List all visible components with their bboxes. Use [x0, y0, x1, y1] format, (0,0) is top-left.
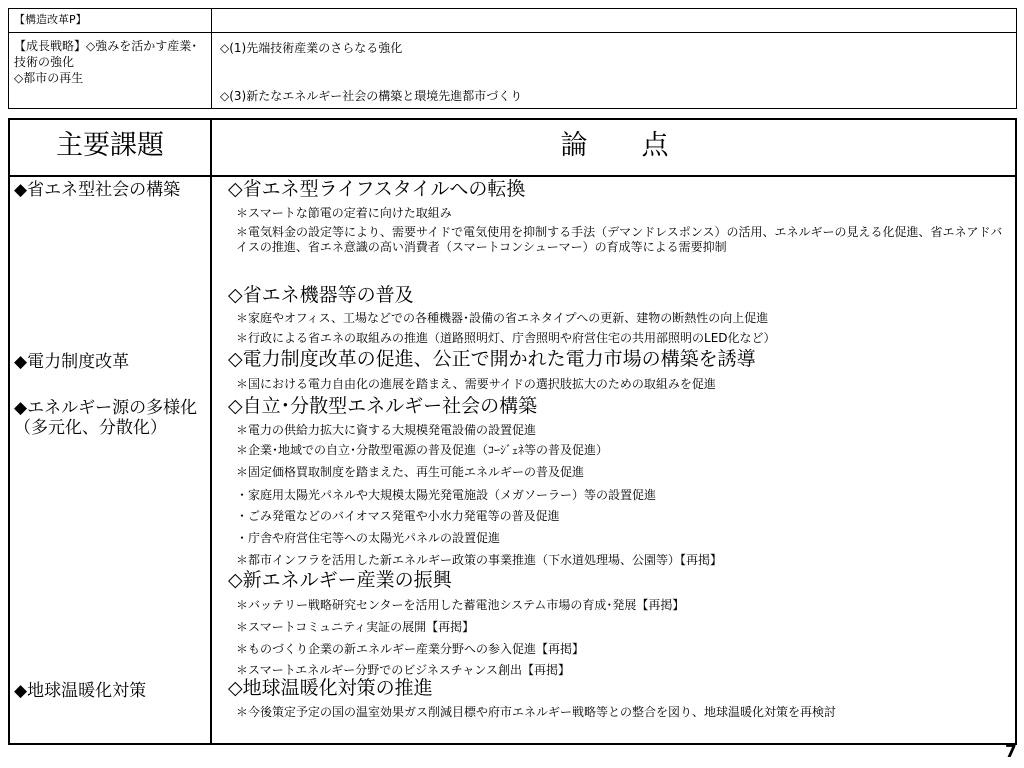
top-row1-left: 【構造改革P】	[14, 13, 87, 26]
page-number: 7	[1005, 742, 1017, 762]
bullet-equipment-update: ＊家庭やオフィス、工場などでの各種機器･設備の省エネタイプへの更新、建物の断熱性の向上促進	[236, 311, 769, 325]
bullet-reexamine: ＊今後策定予定の国の温室効果ガス削減目標や府市エネルギー戦略等との整合を図り、地球温暖化対策を再検討	[236, 705, 837, 719]
city-regeneration-text: ◇都市の再生	[14, 71, 84, 85]
bullet-business-chance: ＊スマートエネルギー分野でのビジネスチャンス創出【再掲】	[236, 663, 570, 677]
bullet-cogeneration: ＊企業･地域での自立･分散型電源の普及促進（ｺｰｼﾞｪﾈ等の普及促進）	[236, 443, 609, 457]
header-divider	[8, 175, 1017, 177]
bullet-demand-response: ＊電気料金の設定等により、需要サイドで電気使用を抑制する手法（デマンドレスポンス）の活用、エネルギーの見える化促進、省エネアドバイスの推進、省エネ意識の高い消費者（スマートコンシューマー）の育成等による需要抑制	[236, 225, 1003, 254]
bullet-urban-infra: ＊都市インフラを活用した新エネルギー政策の事業推進（下水道処理場、公園等）【再掲】	[236, 553, 723, 567]
issue-power-system-reform: ◆電力制度改革	[14, 352, 130, 372]
top-row2-left	[14, 38, 204, 86]
advanced-industry-text: ◇(1)先端技術産業のさらなる強化	[220, 41, 403, 55]
issue-energy-saving-society: ◆省エネ型社会の構築	[14, 180, 181, 200]
bullet-solar: ・家庭用太陽光パネルや大規模太陽光発電施設（メガソーラー）等の設置促進	[236, 488, 657, 502]
header-main-issues: 主要課題	[56, 130, 164, 161]
issue-energy-diversification: ◆エネルギー源の多様化（多元化、分散化）	[14, 398, 198, 438]
new-energy-society-text: ◇(3)新たなエネルギー社会の構築と環境先進都市づくり	[220, 89, 523, 103]
bullet-large-plant: ＊電力の供給力拡大に資する大規模発電設備の設置促進	[236, 423, 537, 437]
section-global-warming: ◇地球温暖化対策の推進	[228, 677, 433, 699]
bullet-liberalization: ＊国における電力自由化の進展を踏まえ、需要サイドの選択肢拡大のための取組みを促進	[236, 377, 716, 391]
bullet-smart-community: ＊スマートコミュニティ実証の展開【再掲】	[236, 620, 475, 634]
bullet-led: ＊行政による省エネの取組みの推進（道路照明灯、庁舎照明や府営住宅の共用部照明のLED化など）	[236, 331, 776, 345]
bullet-biomass: ・ごみ発電などのバイオマス発電や小水力発電等の普及促進	[236, 509, 560, 523]
header-discussion-points: 論 点	[560, 130, 669, 161]
section-equipment: ◇省エネ機器等の普及	[228, 284, 414, 306]
bullet-fit: ＊固定価格買取制度を踏まえた、再生可能エネルギーの普及促進	[236, 465, 585, 479]
section-new-energy-industry: ◇新エネルギー産業の振興	[228, 569, 452, 591]
issue-global-warming: ◆地球温暖化対策	[14, 681, 147, 701]
bullet-manufacturing: ＊ものづくり企業の新エネルギー産業分野への参入促進【再掲】	[236, 642, 585, 656]
growth-strategy-text: 【成長戦略】◇強みを活かす産業･技術の強化	[14, 39, 198, 69]
section-distributed: ◇自立･分散型エネルギー社会の構築	[228, 395, 538, 417]
section-power-reform: ◇電力制度改革の促進、公正で開かれた電力市場の構築を誘導	[228, 348, 756, 370]
bullet-public-solar: ・庁舎や府営住宅等への太陽光パネルの設置促進	[236, 531, 501, 545]
bullet-battery: ＊バッテリー戦略研究センターを活用した蓄電池システム市場の育成･発展【再掲】	[236, 598, 685, 612]
bullet-smart-saving: ＊スマートな節電の定着に向けた取組み	[236, 206, 452, 220]
column-divider	[210, 118, 212, 745]
section-lifestyle: ◇省エネ型ライフスタイルへの転換	[228, 178, 526, 200]
